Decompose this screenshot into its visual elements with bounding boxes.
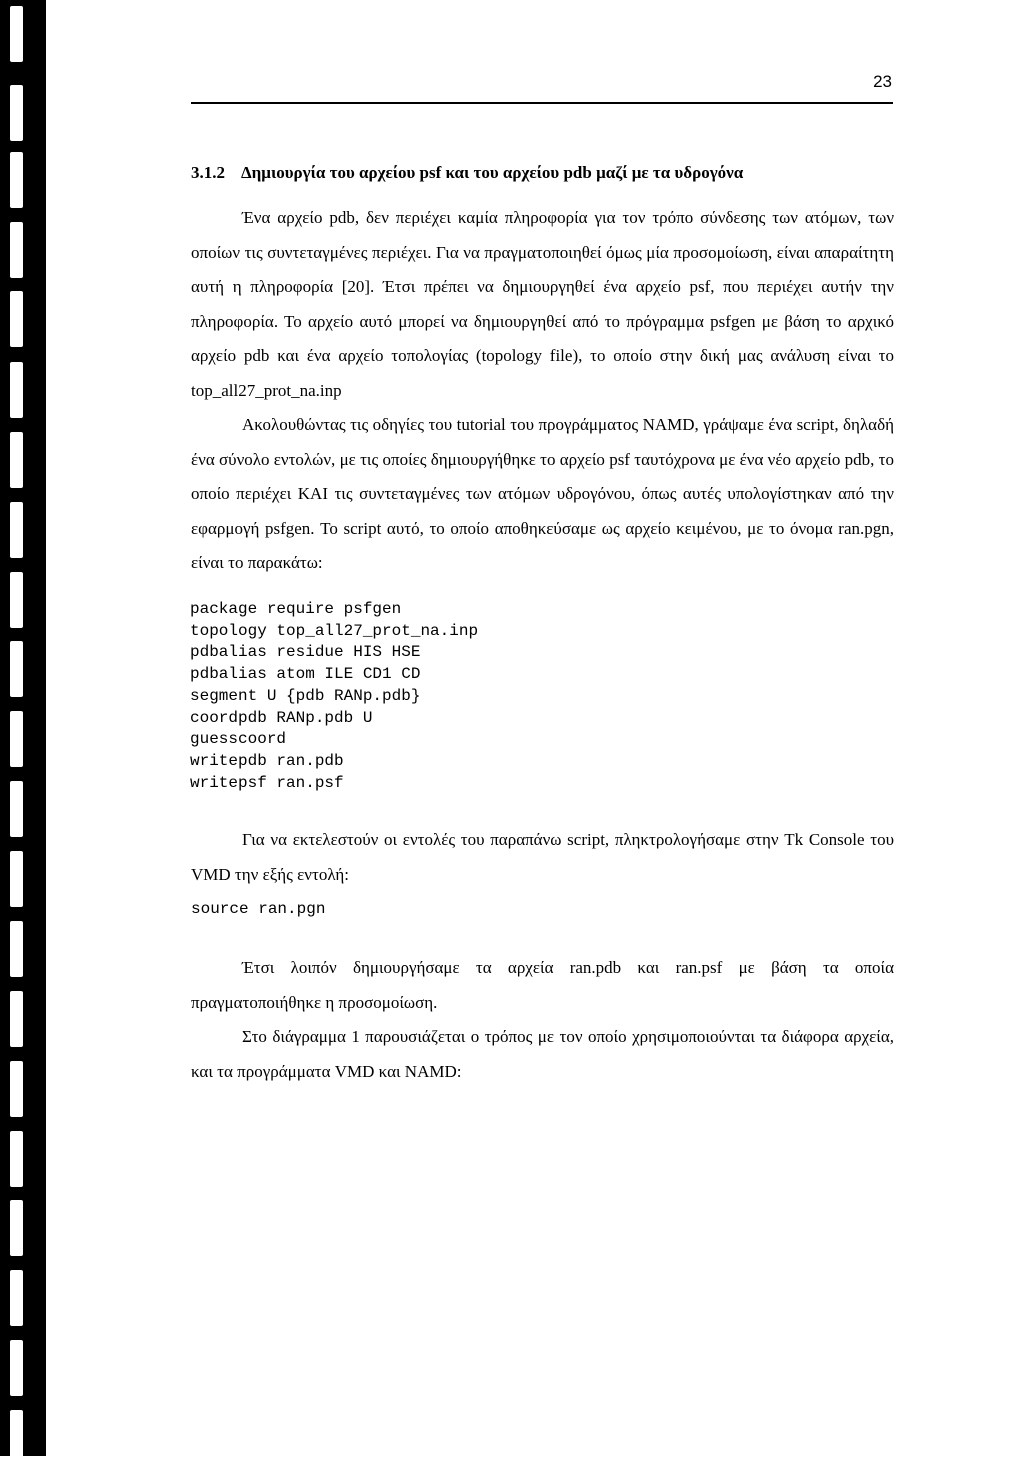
binding-hole xyxy=(10,1131,23,1187)
run-instruction-block xyxy=(191,823,894,927)
section-title: Δημιουργία του αρχείου psf και του αρχείου pdb μαζί με τα υδρογόνα xyxy=(241,163,744,182)
binding-hole xyxy=(10,502,23,558)
binding-hole xyxy=(10,432,23,488)
binding-hole xyxy=(10,1410,23,1466)
code-line: guesscoord xyxy=(190,730,287,749)
code-line: writepdb ran.pdb xyxy=(190,751,344,770)
binding-hole xyxy=(10,1270,23,1326)
paragraph: Ακολουθώντας τις οδηγίες του tutorial του προγράμματος NAMD, γράψαμε ένα script, δηλαδή ένα σύνολο εντολών, με τις οποίες δημιουργήθηκε το αρχείο psf ταυτόχρονα με ένα νέο αρχείο pdb, το οποίο περιέχει ΚΑΙ τις συντεταγμένες των ατόμων υδρογόνου, όπως αυτές υπολογίστηκαν από την εφαρμογή psfgen. Το script αυτό, το οποίο αποθηκεύσαμε ως αρχείο κειμένου, με το όνομα ran.pgn, είναι το παρακάτω: xyxy=(191,415,894,572)
section-heading xyxy=(191,163,743,183)
code-line: topology top_all27_prot_na.inp xyxy=(190,621,479,640)
code-line: package require psfgen xyxy=(190,600,402,618)
binding-hole xyxy=(10,572,23,628)
binding-hole xyxy=(10,781,23,837)
section-number: 3.1.2 xyxy=(191,163,225,182)
binding-hole xyxy=(10,641,23,697)
binding-hole xyxy=(10,1061,23,1117)
binding-hole xyxy=(10,362,23,418)
paragraph: Έτσι λοιπόν δημιουργήσαμε τα αρχεία ran.pdb και ran.psf με βάση τα οποία πραγματοποιήθηκε η προσομοίωση. xyxy=(191,958,894,1012)
binding-hole xyxy=(10,291,23,347)
binding-hole xyxy=(10,921,23,977)
binding-hole xyxy=(10,152,23,208)
run-command: source ran.pgn xyxy=(191,900,326,918)
header-rule xyxy=(191,102,893,104)
code-line: segment U {pdb RANp.pdb} xyxy=(190,686,421,705)
page-number: 23 xyxy=(873,72,892,91)
run-instruction: Για να εκτελεστούν οι εντολές του παραπάνω script, πληκτρολογήσαμε στην Tk Console του VMD την εξής εντολή: xyxy=(191,830,894,884)
binding-strip xyxy=(0,0,46,1456)
binding-hole xyxy=(10,85,23,141)
code-line: coordpdb RANp.pdb U xyxy=(190,708,373,727)
binding-hole xyxy=(10,711,23,767)
code-line: pdbalias atom ILE CD1 CD xyxy=(190,665,421,684)
paragraph: Ένα αρχείο pdb, δεν περιέχει καμία πληροφορία για τον τρόπο σύνδεσης των ατόμων, των οποίων τις συντεταγμένες περιέχει. Για να πραγματοποιηθεί όμως μία προσομοίωση, είναι απαραίτητη αυτή η πληροφορία [20]. Έτσι πρέπει να δημιουργηθεί ένα αρχείο psf, που περιέχει αυτήν την πληροφορία. Το αρχείο αυτό μπορεί να δημιουργηθεί από το πρόγραμμα psfgen με βάση το αρχικό αρχείο pdb και ένα αρχείο τοπολογίας (topology file), το οποίο στην δική μας ανάλυση είναι το top_all27_prot_na.inp xyxy=(191,208,894,400)
binding-hole xyxy=(10,851,23,907)
code-line: pdbalias residue HIS HSE xyxy=(190,643,421,662)
binding-hole xyxy=(10,1340,23,1396)
binding-hole xyxy=(10,6,23,62)
code-line: writepsf ran.psf xyxy=(190,773,344,792)
paragraph: Στο διάγραμμα 1 παρουσιάζεται ο τρόπος με τον οποίο χρησιμοποιούνται τα διάφορα αρχεία, και τα προγράμματα VMD και NAMD: xyxy=(191,1027,894,1081)
binding-hole xyxy=(10,222,23,278)
code-listing xyxy=(190,599,478,794)
binding-hole xyxy=(10,991,23,1047)
binding-hole xyxy=(10,1200,23,1256)
closing-text xyxy=(191,951,894,1089)
intro-text xyxy=(191,201,894,581)
